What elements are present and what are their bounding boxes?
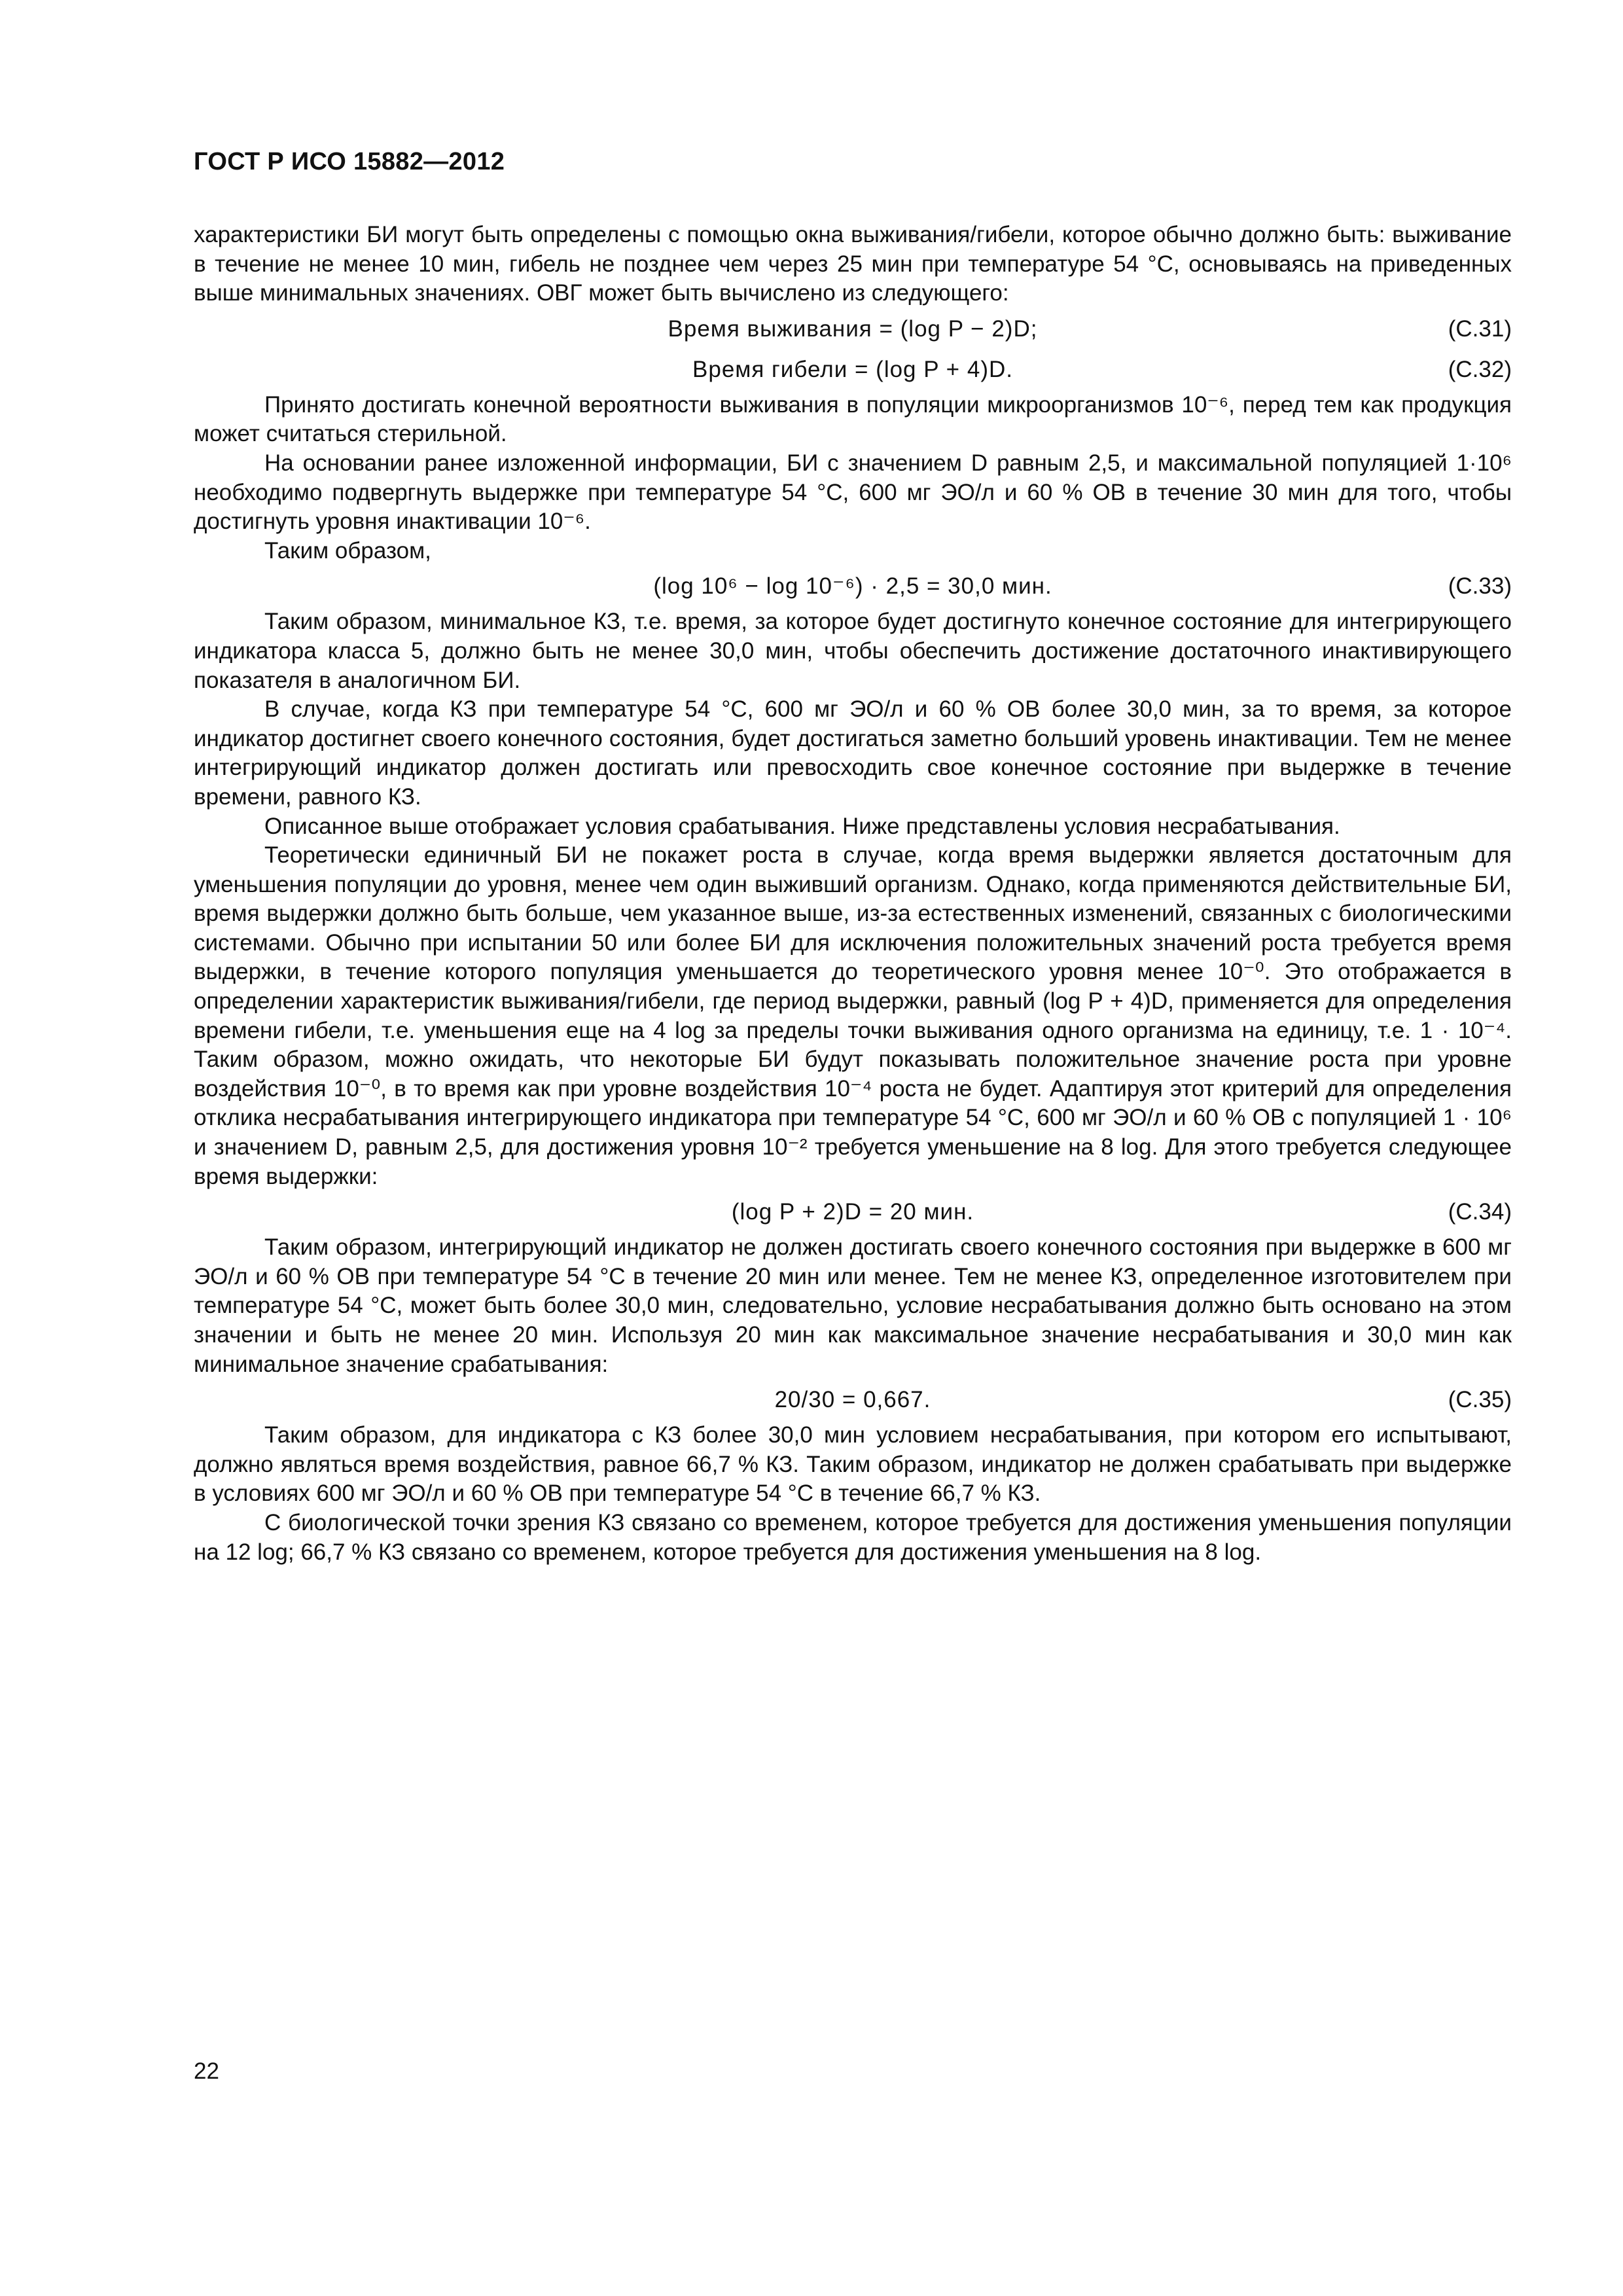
equation-c32 [194, 350, 1512, 389]
equation-c31 [194, 310, 1512, 349]
equation-formula: Время гибели = (log P + 4)D. [692, 356, 1013, 382]
paragraph: В случае, когда КЗ при температуре 54 °С, 600 мг ЭО/л и 60 % ОВ более 30,0 мин, за то время, за которое индикатор достигнет своего конечного состояния, будет достигаться заметно больший уровень инактивации. Тем не менее интегрирующий индикатор должен достигать или превосходить свое конечное состояние при выдержке в течение времени, равного КЗ. [194, 696, 1512, 810]
paragraph: Теоретически единичный БИ не покажет роста в случае, когда время выдержки является достаточным для уменьшения популяции до уровня, менее чем один выживший организм. Однако, когда применяются действительные БИ, время выдержки должно быть больше, чем указанное выше, из-за естественных изменений, связанных с биологическими системами. Обычно при испытании 50 или более БИ для исключения положительных значений роста требуется время выдержки, в течение которого популяция уменьшается до теоретического уровня менее 10⁻⁰. Это отображается в определении характеристик выживания/гибели, где период выдержки, равный (log P + 4)D, применяется для определения времени гибели, т.е. уменьшения еще на 4 log за пределы точки выживания одного организма на единицу, т.е. 1 · 10⁻⁴. Таким образом, можно ожидать, что некоторые БИ будут показывать положительное значение роста при уровне воздействия 10⁻⁰, в то время как при уровне воздействия 10⁻⁴ роста не будет. Адаптируя этот критерий для определения отклика несрабатывания интегрирующего индикатора при температуре 54 °С, 600 мг ЭО/л и 60 % ОВ с популяцией 1 · 10⁶ и значением D, равным 2,5, для достижения уровня 10⁻² требуется уменьшение на 8 log. Для этого требуется следующее время выдержки: [194, 842, 1512, 1189]
document-header: ГОСТ Р ИСО 15882—2012 [194, 148, 505, 175]
paragraph: На основании ранее изложенной информации, БИ с значением D равным 2,5, и максимальной популяцией 1·10⁶ необходимо подвергнуть выдержке при температуре 54 °С, 600 мг ЭО/л и 60 % ОВ в течение 30 мин для того, чтобы достигнуть уровня инактивации 10⁻⁶. [194, 450, 1512, 535]
equation-number: (С.33) [1448, 573, 1512, 600]
equation-formula: (log P + 2)D = 20 мин. [731, 1199, 974, 1225]
equation-number: (С.32) [1448, 356, 1512, 382]
equation-formula: Время выживания = (log P − 2)D; [668, 315, 1038, 342]
equation-formula: 20/30 = 0,667. [774, 1387, 931, 1413]
equation-number: (С.34) [1448, 1199, 1512, 1225]
paragraph: С биологической точки зрения КЗ связано со временем, которое требуется для достижения уменьшения популяции на 12 log; 66,7 % КЗ связано со временем, которое требуется для достижения уменьшения на 8 log. [194, 1509, 1512, 1565]
paragraph: характеристики БИ могут быть определены с помощью окна выживания/гибели, которое обычно должно быть: выживание в течение не менее 10 мин, гибель не позднее чем через 25 мин при температуре 54 °С, основываясь на приведенных выше минимальных значениях. ОВГ может быть вычислено из следующего: [194, 222, 1512, 306]
paragraph: Таким образом, для индикатора с КЗ более 30,0 мин условием несрабатывания, при котором его испытывают, должно являться время воздействия, равное 66,7 % КЗ. Таким образом, индикатор не должен срабатывать при выдержке в условиях 600 мг ЭО/л и 60 % ОВ при температуре 54 °С в течение 66,7 % КЗ. [194, 1422, 1512, 1507]
document-body [194, 221, 1512, 1567]
equation-c34 [194, 1193, 1512, 1232]
equation-number: (С.31) [1448, 315, 1512, 342]
paragraph: Таким образом, [264, 537, 431, 564]
equation-c33 [194, 567, 1512, 606]
paragraph: Принято достигать конечной вероятности выживания в популяции микроорганизмов 10⁻⁶, перед тем как продукция может считаться стерильной. [194, 391, 1512, 447]
paragraph: Таким образом, минимальное КЗ, т.е. время, за которое будет достигнуто конечное состояние для интегрирующего индикатора класса 5, должно быть не менее 30,0 мин, чтобы обеспечить достижение достаточного инактивирующего показателя в аналогичном БИ. [194, 609, 1512, 693]
equation-formula: (log 10⁶ − log 10⁻⁶) · 2,5 = 30,0 мин. [653, 573, 1052, 600]
paragraph: Таким образом, интегрирующий индикатор не должен достигать своего конечного состояния при выдержке в 600 мг ЭО/л и 60 % ОВ при температуре 54 °С в течение 20 мин или менее. Тем не менее КЗ, определенное изготовителем при температуре 54 °С, может быть более 30,0 мин, следовательно, условие несрабатывания должно быть основано на этом значении и быть не менее 20 мин. Используя 20 мин как максимальное значение несрабатывания и 30,0 мин как минимальное значение срабатывания: [194, 1234, 1512, 1377]
page-number: 22 [194, 2058, 219, 2084]
paragraph: Описанное выше отображает условия срабатывания. Ниже представлены условия несрабатывания. [264, 813, 1340, 839]
equation-c35 [194, 1380, 1512, 1420]
equation-number: (С.35) [1448, 1387, 1512, 1413]
